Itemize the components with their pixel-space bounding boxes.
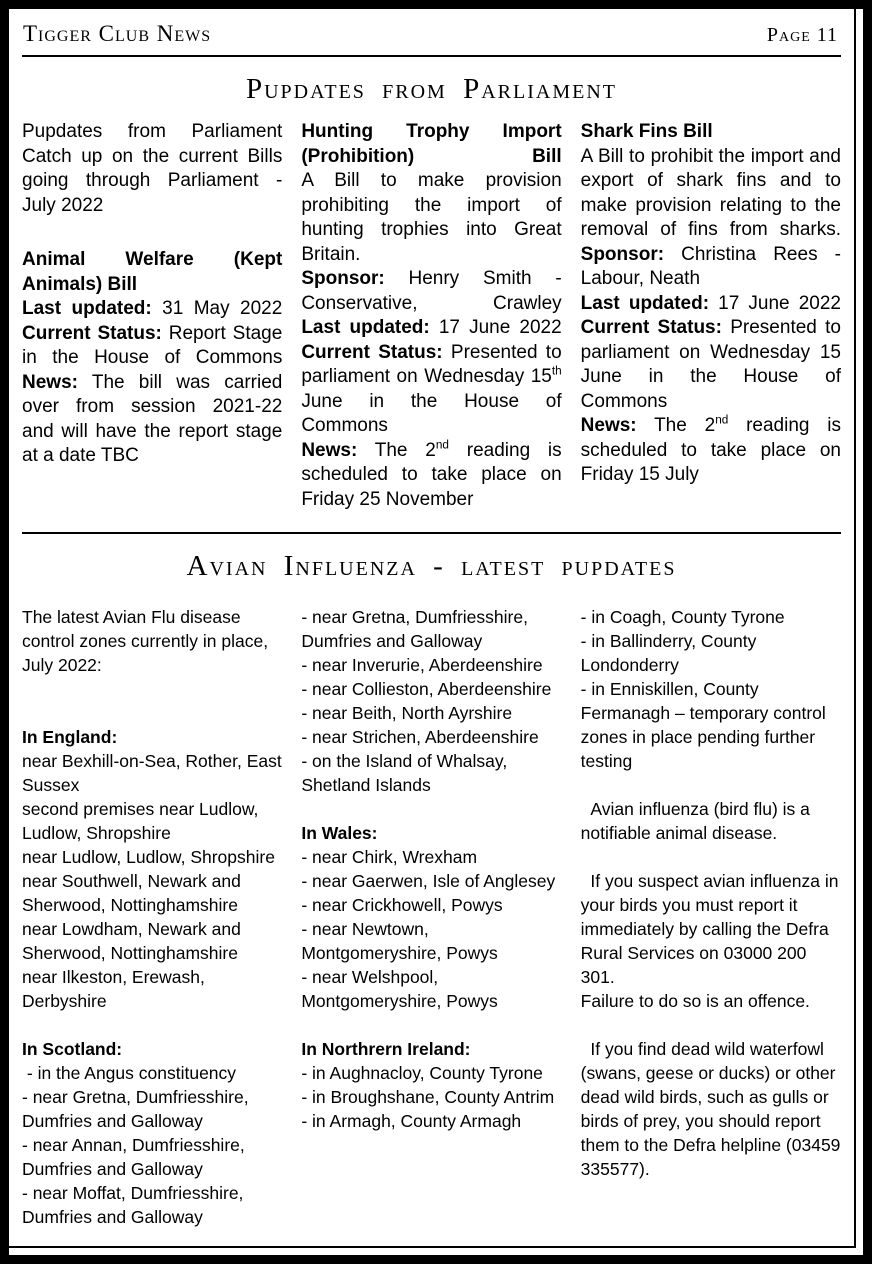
text-block: - in the Angus constituency — [22, 1063, 237, 1083]
superscript: nd — [715, 413, 729, 427]
text-run: Presented to parliament on Wednesday 15 — [301, 341, 562, 387]
text-run: The 2 — [357, 439, 436, 461]
text-block — [581, 120, 841, 145]
text-block: near Ludlow, Ludlow, Shropshire — [22, 847, 275, 867]
bold-label: Current Status: — [301, 341, 443, 363]
parliament-column-2 — [301, 120, 561, 512]
page-number: Page 11 — [766, 24, 838, 46]
bold-label: Current Status: — [22, 322, 162, 344]
text-block: If you suspect avian influenza in your birds you must report it immediately by calling the Defra Rural Services on 03000 200 301. — [580, 871, 844, 987]
text-block — [22, 120, 282, 218]
header-rule — [22, 55, 841, 57]
region-heading: In Northrern Ireland: — [301, 1039, 471, 1059]
bold-label: Hunting Trophy Import (Prohibition) Bill — [301, 121, 562, 167]
text-block — [581, 414, 841, 488]
text-block: - near Beith, North Ayrshire — [301, 703, 513, 723]
avian-column-3 — [580, 605, 846, 1181]
text-block — [581, 292, 841, 317]
avian-columns — [9, 605, 854, 1229]
bold-label: News: — [301, 439, 358, 461]
region-heading: In Scotland: — [22, 1039, 123, 1059]
parliament-columns — [9, 120, 854, 512]
text-run: reading is scheduled to take place on Friday 15 July — [580, 415, 841, 485]
text-run: Report Stage in the House of Commons — [22, 322, 283, 368]
text-run: June in the House of Commons — [301, 390, 562, 436]
text-block: - near Welshpool, Montgomeryshire, Powys — [301, 967, 498, 1011]
bold-label: News: — [22, 371, 78, 393]
text-block — [301, 439, 561, 513]
text-block: - near Newtown, Montgomeryshire, Powys — [301, 919, 498, 963]
text-block — [301, 267, 561, 316]
text-run: Presented to parliament on Wednesday 15 June in the House of Commons — [580, 317, 841, 412]
text-block: - near Chirk, Wrexham — [301, 847, 478, 867]
bold-label: Last updated: — [301, 317, 430, 338]
text-block: - in Aughnacloy, County Tyrone — [301, 1063, 543, 1083]
text-block: The latest Avian Flu disease control zones currently in place, July 2022: — [22, 607, 273, 675]
bold-label: Current Status: — [580, 317, 722, 338]
superscript: nd — [435, 438, 449, 452]
text-block: - near Strichen, Aberdeenshire — [301, 727, 539, 747]
text-block: - near Moffat, Dumfriesshire, Dumfries and Galloway — [22, 1183, 249, 1227]
text-block: - near Crickhowell, Powys — [301, 895, 503, 915]
text-block: near Ilkeston, Erewash, Derbyshire — [22, 967, 210, 1011]
bold-label: Animal Welfare (Kept Animals) Bill — [22, 249, 283, 295]
bold-label: Last updated: — [22, 298, 152, 319]
parliament-column-1 — [22, 120, 282, 469]
bold-label: Sponsor: — [301, 268, 385, 289]
text-block: - near Annan, Dumfriesshire, Dumfries and Galloway — [22, 1135, 250, 1179]
text-run: 17 June 2022 — [709, 292, 841, 314]
text-block: - in Ballinderry, County Londonderry — [580, 631, 762, 675]
text-block: - on the Island of Whalsay, Shetland Islands — [301, 751, 513, 795]
text-block — [22, 297, 282, 322]
bold-label: News: — [580, 415, 637, 436]
text-block: - near Gretna, Dumfriesshire, Dumfries and Galloway — [22, 1087, 254, 1131]
text-run: reading is scheduled to take place on Friday 25 November — [301, 439, 562, 510]
text-run: Henry Smith - Conservative, Crawley — [301, 268, 562, 314]
text-run: The 2 — [636, 415, 716, 436]
section-divider-rule — [22, 532, 841, 534]
text-block: - near Inverurie, Aberdeenshire — [301, 655, 543, 675]
text-block: - near Collieston, Aberdeenshire — [301, 679, 552, 699]
text-block — [581, 145, 841, 243]
text-block — [301, 316, 561, 341]
parliament-section-title: Pupdates from Parliament — [245, 73, 617, 105]
page-header — [9, 9, 854, 47]
bold-label: Shark Fins Bill — [580, 121, 713, 142]
text-run: Pupdates from Parliament Catch up on the current Bills going through Parliament - July 2022 — [22, 121, 283, 216]
text-block: Failure to do so is an offence. — [580, 991, 810, 1011]
text-block: Avian influenza (bird flu) is a notifiable animal disease. — [580, 799, 815, 843]
page-inner-frame — [9, 9, 856, 1248]
text-block — [301, 169, 561, 267]
avian-section-title: Avian Influenza - latest pupdates — [186, 550, 677, 582]
text-block — [22, 371, 282, 469]
text-block: near Bexhill-on-Sea, Rother, East Sussex — [22, 751, 287, 795]
region-heading: In England: — [22, 727, 118, 747]
region-heading: In Wales: — [301, 823, 378, 843]
avian-column-2 — [301, 605, 561, 1133]
superscript: th — [551, 364, 562, 378]
text-block: near Lowdham, Newark and Sherwood, Nottinghamshire — [22, 919, 246, 963]
text-block — [581, 243, 841, 292]
text-block: - in Coagh, County Tyrone — [580, 607, 785, 627]
text-block: - in Broughshane, County Antrim — [301, 1087, 555, 1107]
text-run: 17 June 2022 — [429, 317, 562, 338]
bold-label: Last updated: — [580, 292, 710, 314]
text-block: - in Enniskillen, County Fermanagh – temporary control zones in place pending further testing — [580, 679, 831, 771]
text-block: near Southwell, Newark and Sherwood, Nottinghamshire — [22, 871, 246, 915]
text-block — [301, 120, 561, 169]
text-block — [301, 341, 561, 439]
text-block: second premises near Ludlow, Ludlow, Shropshire — [22, 799, 264, 843]
masthead-title: Tigger Club News — [23, 21, 212, 46]
text-block — [22, 322, 282, 371]
text-block: - in Armagh, County Armagh — [301, 1111, 522, 1131]
bold-label: Sponsor: — [580, 243, 665, 265]
text-run: 31 May 2022 — [151, 298, 283, 319]
text-block: - near Gaerwen, Isle of Anglesey — [301, 871, 556, 891]
text-run: Christina Rees - Labour, Neath — [580, 243, 841, 289]
text-block: - near Gretna, Dumfriesshire, Dumfries and Galloway — [301, 607, 533, 651]
text-run: A Bill to prohibit the import and export of shark fins and to make provision relating to the removal of fins from sharks. — [580, 145, 841, 240]
text-run: The bill was carried over from session 2021-22 and will have the report stage at a date TBC — [22, 371, 283, 466]
avian-column-1 — [22, 605, 287, 1229]
text-block: If you find dead wild waterfowl (swans, geese or ducks) or other dead wild birds, such as gulls or birds of prey, you should report them to the Defra helpline (03459 335577). — [580, 1039, 846, 1179]
text-block — [581, 316, 841, 414]
parliament-column-3 — [581, 120, 841, 488]
text-run: A Bill to make provision prohibiting the import of hunting trophies into Great Britain. — [301, 170, 562, 265]
text-block — [22, 248, 282, 297]
